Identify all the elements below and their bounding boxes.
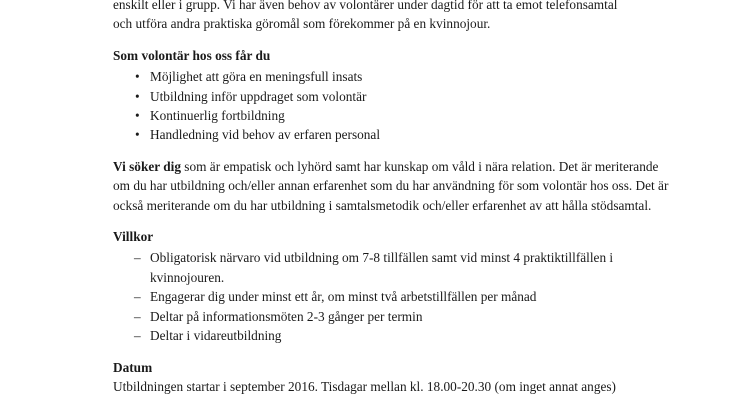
list-item: – Obligatorisk närvaro vid utbildning om 7-8 tillfällen samt vid minst 4 praktiktillfällen i kvinnojouren. — [134, 250, 614, 285]
seeking-lead: Vi söker dig — [113, 158, 181, 174]
seeking-paragraph — [113, 157, 673, 215]
benefits-list — [113, 67, 673, 145]
list-item: – Deltar i vidareutbildning — [113, 326, 673, 345]
intro-paragraph — [113, 0, 673, 34]
dash-marker: – — [134, 289, 141, 305]
list-item: • Möjlighet att göra en meningsfull insats — [113, 67, 673, 86]
seeking-text: som är empatisk och lyhörd samt har kunskap om våld i nära relation. Det är meriterande om du har utbildning och/eller annan erfarenhet som du har användning för som volontär hos oss. Det är också meriterande om du har utbildning i samtalsmetodik och/eller erfarenhet av att hålla stödsamtal. — [113, 158, 669, 213]
list-item: – Deltar på informationsmöten 2-3 gånger per termin — [113, 307, 673, 326]
bullet-marker: • — [135, 127, 140, 143]
conditions-heading: Villkor — [113, 229, 154, 245]
dash-marker: – — [134, 250, 141, 266]
bullet-marker: • — [135, 88, 140, 104]
list-item: • Kontinuerlig fortbildning — [113, 106, 673, 125]
datum-heading: Datum — [113, 359, 153, 375]
intro-line-1: enskilt eller i grupp. Vi har även behov av volontärer under dagtid för att ta emot telefonsamtal — [113, 0, 618, 12]
document-page — [113, 0, 673, 396]
benefits-heading: Som volontär hos oss får du — [113, 47, 271, 63]
conditions-list — [113, 248, 673, 345]
list-item: • Handledning vid behov av erfaren personal — [113, 125, 673, 144]
bullet-marker: • — [135, 108, 140, 124]
datum-text: Utbildningen startar i september 2016. Tisdagar mellan kl. 18.00-20.30 (om inget annat anges) — [113, 378, 616, 394]
intro-line-2: och utföra andra praktiska göromål som förekommer på en kvinnojour. — [113, 16, 491, 32]
dash-marker: – — [134, 308, 141, 324]
list-item: • Utbildning inför uppdraget som volontär — [113, 87, 673, 106]
list-item: – Engagerar dig under minst ett år, om minst två arbetstillfällen per månad — [113, 287, 673, 306]
dash-marker: – — [134, 328, 141, 344]
bullet-marker: • — [135, 69, 140, 85]
